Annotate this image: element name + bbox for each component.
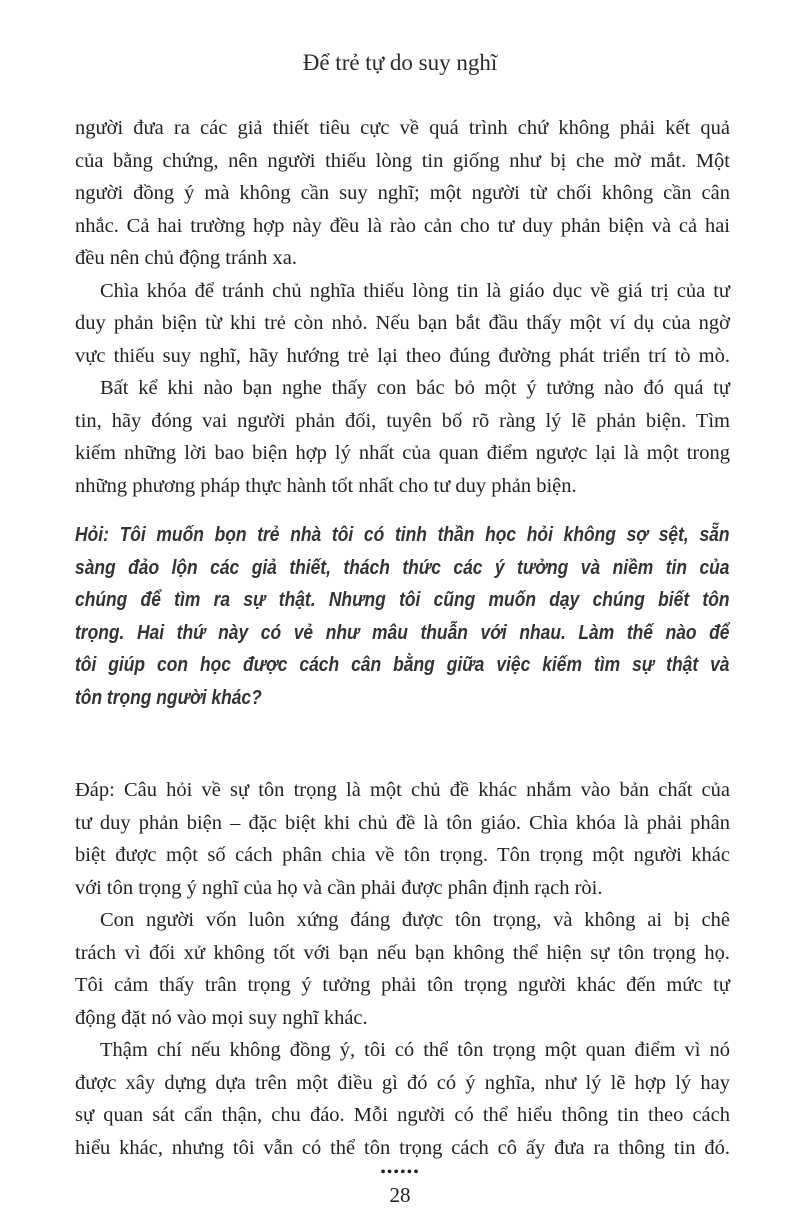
text-line: sàng đảo lộn các giả thiết, thách thức các ý tưởng và niềm tin của <box>75 555 730 579</box>
text-line: trách vì đối xử không tốt với bạn nếu bạn không thể hiện sự tôn trọng họ. <box>75 941 730 964</box>
text-line: những phương pháp thực hành tốt nhất cho tư duy phản biện. <box>75 474 577 497</box>
paragraph <box>75 904 730 1034</box>
text-line: với tôn trọng ý nghĩ của họ và cần phải được phân định rạch ròi. <box>75 876 603 899</box>
page-ornament: •••••• <box>380 1164 420 1181</box>
text-line: trọng. Hai thứ này có vẻ như mâu thuẫn với nhau. Làm thế nào để <box>75 620 730 644</box>
text-line: người đưa ra các giả thiết tiêu cực về quá trình chứ không phải kết quả <box>75 117 730 139</box>
text-line: tư duy phản biện – đặc biệt khi chủ đề là tôn giáo. Chìa khóa là phải phân <box>75 811 730 834</box>
page-number: 28 <box>389 1183 411 1207</box>
text-line: Thậm chí nếu không đồng ý, tôi có thể tôn trọng một quan điểm vì nó <box>100 1039 730 1061</box>
paragraph <box>75 774 730 904</box>
paragraph <box>75 275 730 373</box>
text-line: Chìa khóa để tránh chủ nghĩa thiếu lòng tin là giáo dục về giá trị của tư <box>100 279 730 302</box>
body-text-section-1 <box>75 112 730 502</box>
paragraph <box>75 372 730 502</box>
text-line: Đáp: Câu hỏi về sự tôn trọng là một chủ đề khác nhắm vào bản chất của <box>75 779 730 801</box>
text-line: sự quan sát cẩn thận, chu đáo. Mỗi người có thể hiểu thông tin theo cách <box>75 1104 730 1126</box>
question-paragraph <box>75 519 730 714</box>
text-line: tôn trọng người khác? <box>75 685 262 709</box>
text-line: của bằng chứng, nên người thiếu lòng tin giống như bị che mờ mắt. Một <box>75 149 730 172</box>
paragraph <box>75 1034 730 1164</box>
text-line: người đồng ý mà không cần suy nghĩ; một người từ chối không cần cân <box>75 182 730 204</box>
text-line: động đặt nó vào mọi suy nghĩ khác. <box>75 1006 368 1029</box>
answer-section <box>75 774 730 1164</box>
text-line: tin, hãy đóng vai người phản đối, tuyên bố rõ ràng lý lẽ phản biện. Tìm <box>75 409 730 432</box>
text-line: hiểu khác, nhưng tôi vẫn có thể tôn trọng cách cô ấy đưa ra thông tin đó. <box>75 1136 730 1159</box>
text-line: vực thiếu suy nghĩ, hãy hướng trẻ lại theo đúng đường phát triển trí tò mò. <box>75 344 730 367</box>
text-line: đều nên chủ động tránh xa. <box>75 247 298 269</box>
text-line: Tôi cảm thấy trân trọng ý tưởng phải tôn trọng người khác đến mức tự <box>75 974 730 996</box>
text-line: Con người vốn luôn xứng đáng được tôn trọng, và không ai bị chê <box>100 909 730 931</box>
text-line: tôi giúp con học được cách cân bằng giữa việc kiếm tìm sự thật và <box>75 653 730 676</box>
text-line: Bất kể khi nào bạn nghe thấy con bác bỏ một ý tưởng nào đó quá tự <box>100 377 730 399</box>
running-header-title: Để trẻ tự do suy nghĩ <box>302 50 498 75</box>
text-line: duy phản biện từ khi trẻ còn nhỏ. Nếu bạn bắt đầu thấy một ví dụ của ngờ <box>75 312 730 334</box>
text-line: biệt được một số cách phân chia về tôn trọng. Tôn trọng một người khác <box>75 844 730 866</box>
text-line: chúng để tìm ra sự thật. Nhưng tôi cũng muốn dạy chúng biết tôn <box>75 588 730 611</box>
text-line: kiếm những lời bao biện hợp lý nhất của quan điểm ngược lại là một trong <box>75 442 730 464</box>
text-line: được xây dựng dựa trên một điều gì đó có ý nghĩa, như lý lẽ hợp lý hay <box>75 1071 730 1094</box>
paragraph <box>75 112 730 275</box>
text-line: Hỏi: Tôi muốn bọn trẻ nhà tôi có tinh thần học hỏi không sợ sệt, sẵn <box>75 523 730 546</box>
text-line: nhắc. Cả hai trường hợp này đều là rào cản cho tư duy phản biện và cả hai <box>75 214 730 237</box>
